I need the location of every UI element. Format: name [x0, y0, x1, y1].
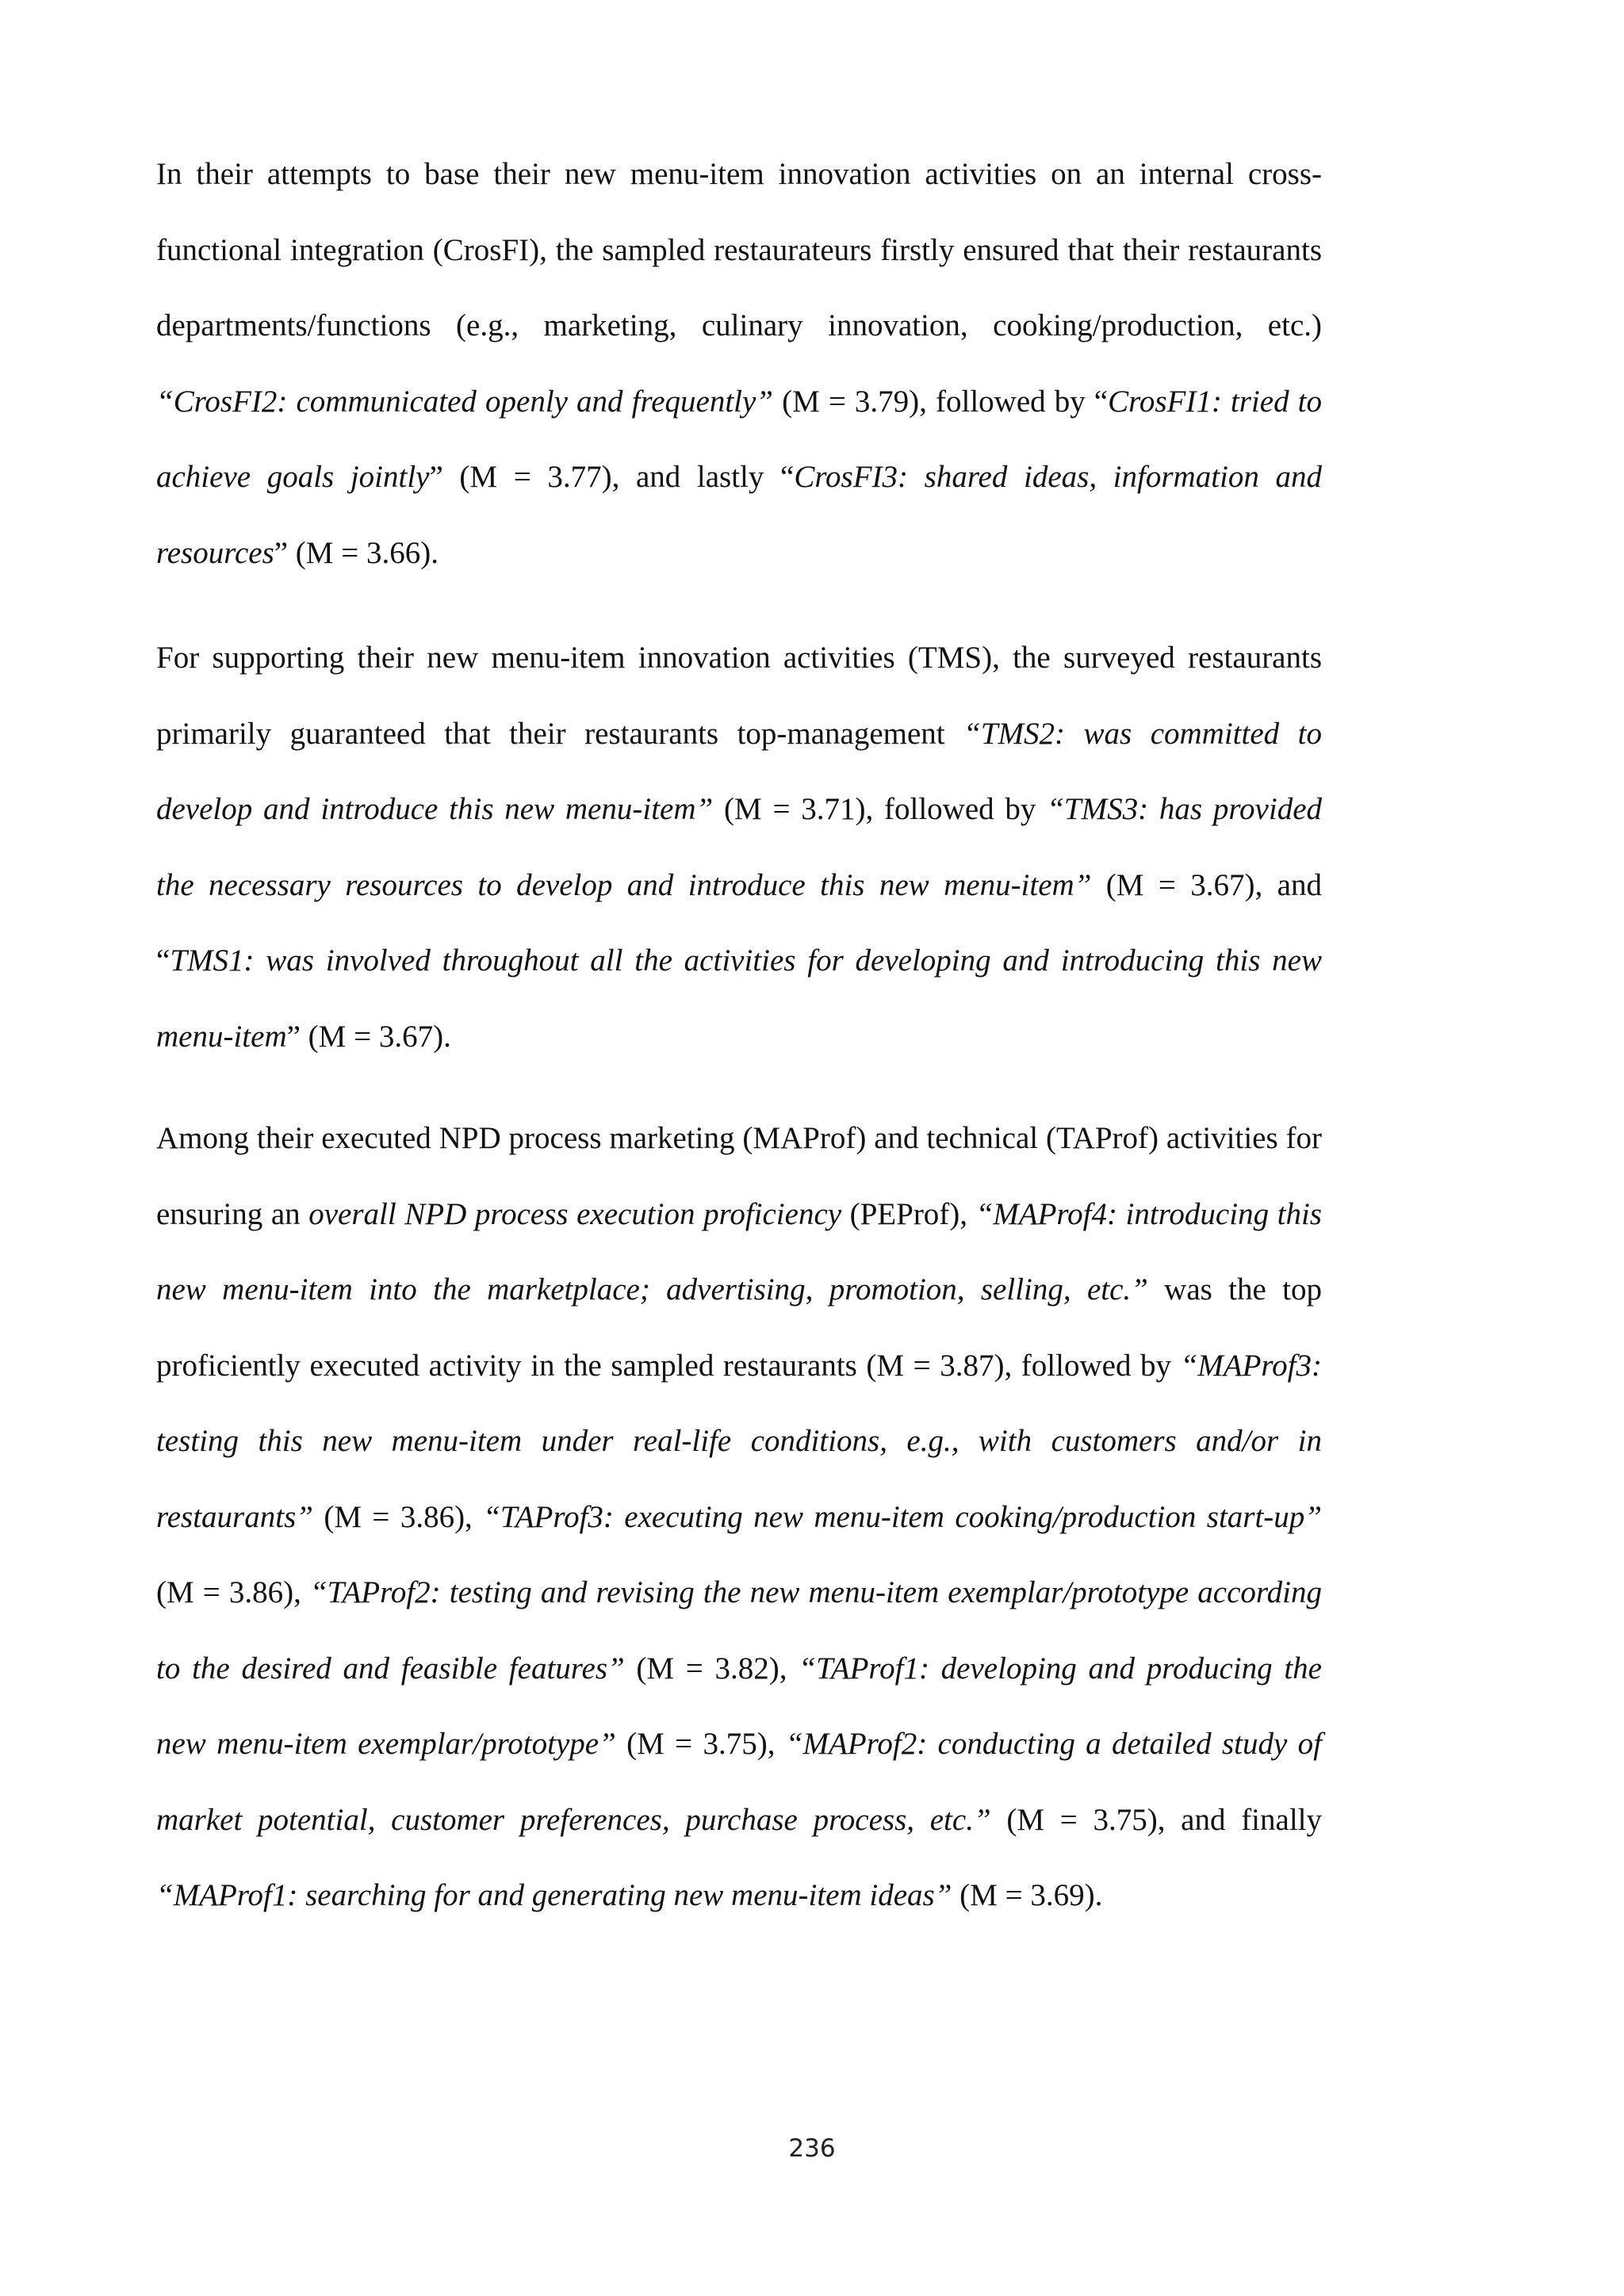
page-number: 236 [788, 2134, 836, 2163]
italic-text-run: CrosFI3: shared ideas, information and resources [156, 460, 1322, 570]
paragraph-peprof [156, 1100, 1322, 1934]
paragraph-text [156, 136, 1322, 591]
italic-text-run: “CrosFI2: communicated openly and frequently” [156, 384, 773, 419]
paragraph-tms [156, 620, 1322, 1074]
italic-text-run: “TAProf1: developing and producing the new menu-item exemplar/prototype” [156, 1651, 1322, 1761]
text-run: (M = 3.69). [952, 1878, 1103, 1912]
text-run: (M = 3.75), [615, 1727, 786, 1761]
text-run: (M = 3.86), [312, 1499, 484, 1534]
text-run: ” (M = 3.67). [286, 1019, 451, 1054]
italic-text-run: “TAProf2: testing and revising the new menu-item exemplar/prototype according to the desired and feasible features” [156, 1575, 1322, 1686]
italic-text-run: “TAProf3: executing new menu-item cooking/production start-up” [483, 1499, 1322, 1534]
text-run: (M = 3.86), [156, 1575, 310, 1609]
text-run: was the top proficiently executed activity in the sampled restaurants (M = 3.87), followed by [156, 1272, 1322, 1383]
text-run: (M = 3.82), [624, 1651, 799, 1686]
paragraph-text [156, 1100, 1322, 1934]
text-run: ” (M = 3.77), and lastly “ [429, 460, 795, 494]
italic-text-run: “MAProf4: introducing this new menu-item into the marketplace; advertising, promotion, selling, etc.” [156, 1196, 1322, 1307]
text-run: ” (M = 3.66). [274, 535, 439, 570]
italic-text-run: “TMS3: has provided the necessary resources to develop and introduce this new menu-item” [156, 792, 1323, 902]
italic-text-run: “MAProf3: testing this new menu-item under real-life conditions, e.g., with customers and/or in restaurants” [156, 1348, 1322, 1534]
text-run: In their attempts to base their new menu-item innovation activities on an internal cross-functional integration (CrosFI), the sampled restaurateurs firstly ensured that their restaurants departments/functions (e.g., marketing, culinary innovation, cooking/production, etc.) [156, 157, 1322, 342]
text-run: For supporting their new menu-item innovation activities (TMS), the surveyed restaurants primarily guaranteed that their restaurants top-management [156, 641, 1322, 751]
text-run: (M = 3.79), followed by “ [773, 384, 1109, 419]
text-run: (M = 3.71), followed by [713, 792, 1048, 826]
italic-text-run: “MAProf2: conducting a detailed study of market potential, customer preferences, purchase process, etc.” [156, 1727, 1322, 1837]
text-run: (M = 3.75), and finally [990, 1802, 1322, 1837]
italic-text-run: “MAProf1: searching for and generating new menu-item ideas” [156, 1878, 952, 1912]
paragraph-crosfi [156, 136, 1322, 591]
italic-text-run: “TMS2: was committed to develop and introduce this new menu-item” [156, 716, 1322, 826]
text-run: (PEProf), [841, 1196, 976, 1231]
italic-text-run: CrosFI1: tried to achieve goals jointly [156, 384, 1322, 494]
italic-text-run: overall NPD process execution proficiency [308, 1196, 842, 1231]
paragraph-text [156, 620, 1322, 1074]
text-run: (M = 3.67), and “ [156, 867, 1322, 978]
italic-text-run: TMS1: was involved throughout all the activities for developing and introducing this new menu-item [156, 943, 1322, 1054]
text-run: Among their executed NPD process marketing (MAProf) and technical (TAProf) activities for ensuring an [156, 1121, 1322, 1231]
